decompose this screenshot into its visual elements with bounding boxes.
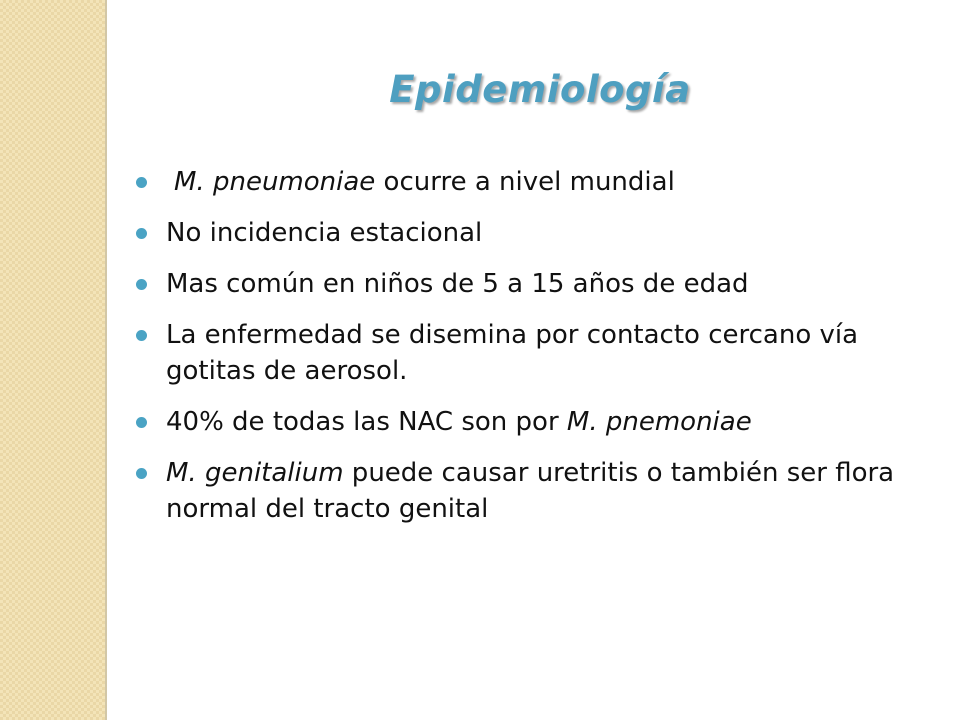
side-divider (105, 0, 107, 720)
bullet-dot-icon (136, 417, 147, 428)
bullet-text: ocurre a nivel mundial (375, 167, 675, 197)
bullet-list (134, 164, 934, 542)
bullet-text: La enfermedad se disemina por contacto cercano vía gotitas de aerosol. (166, 320, 859, 386)
bullet-item (134, 164, 934, 200)
organism-name: M. genitalium (166, 458, 344, 488)
bullet-dot-icon (136, 279, 147, 290)
bullet-item (134, 215, 934, 251)
bullet-dot-icon (136, 468, 147, 479)
bullet-dot-icon (136, 330, 147, 341)
bullet-dot-icon (136, 228, 147, 239)
bullet-text: puede causar uretritis o también ser flora normal del tracto genital (166, 458, 895, 524)
bullet-text: 40% de todas las NAC son por (166, 407, 567, 437)
organism-name: M. pneumoniae (174, 167, 376, 197)
bullet-text: No incidencia estacional (166, 218, 483, 248)
organism-name: M. pnemoniae (566, 407, 752, 437)
bullet-item (134, 404, 934, 440)
slide-title: Epidemiología (389, 68, 691, 111)
decorative-side-band (0, 0, 105, 720)
bullet-item (134, 317, 934, 389)
bullet-item (134, 266, 934, 302)
bullet-text: Mas común en niños de 5 a 15 años de edad (166, 269, 749, 299)
bullet-dot-icon (136, 177, 147, 188)
bullet-item (134, 455, 934, 527)
